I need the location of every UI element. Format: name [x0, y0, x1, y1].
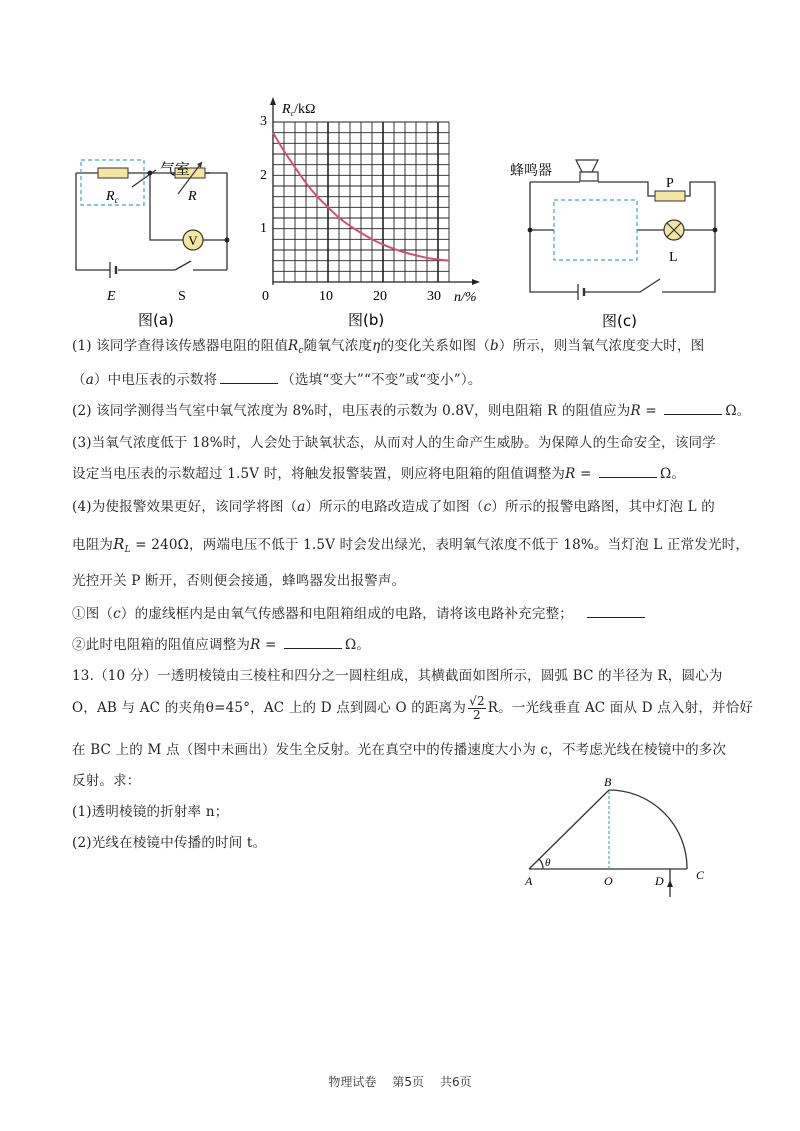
q12-part1-line1: (1) 该同学查得该传感器电阻的阻值$R_c$随氧气浓度η的变化关系如图（b）所示，则当氧气浓度变大时，图: [72, 338, 705, 356]
answer-blank-4[interactable]: [587, 604, 645, 618]
light-ray-arrow-icon: [667, 880, 673, 887]
light-switch-p: [655, 191, 685, 201]
lamp-label: L: [669, 250, 678, 265]
p-label: P: [666, 176, 674, 191]
y-axis-label: $R_c/k\Omega$: [282, 102, 316, 118]
origin-tick: 0: [262, 289, 269, 304]
figure-c-circuit: [510, 150, 730, 335]
q12-part3-line2: 设定当电压表的示数超过 1.5V 时，将触发报警装置，则应将电阻箱的阻值调整为R = Ω。: [72, 466, 686, 482]
q12-part4-line3: 光控开关 P 断开，否则便会接通，蜂鸣器发出报警声。: [72, 573, 406, 589]
q13-line2: O，AB 与 AC 的夹角θ=45°，AC 上的 D 点到圆心 O 的距离为 $\frac{√2}{2}$ R。一光线垂直 AC 面从 D 点入射，并恰好: [72, 694, 754, 722]
y-tick-2: 2: [260, 168, 267, 183]
q12-part1-line2: （a）中电压表的示数将 （选填“变大”“不变”或“变小”）。: [72, 372, 482, 388]
fraction-sqrt2-over-2: $\frac{√2}{2}$: [469, 694, 485, 722]
voltmeter-label: V: [188, 233, 198, 248]
q12-part4-sub1: ①图（c）的虚线框内是由氧气传感器和电阻箱组成的电路，请将该电路补充完整；: [72, 602, 648, 622]
emf-label: E: [107, 289, 116, 304]
dashed-blank-box: [554, 200, 637, 260]
q13-line4: 反射。求：: [72, 773, 141, 789]
theta-label: θ: [545, 857, 551, 869]
q12-part2: (2) 该同学测得当气室中氧气浓度为 8%时，电压表的示数为 0.8V，则电阻箱 R 的阻值应为R = Ω。: [72, 403, 751, 419]
q12-part3-line1: (3)当氧气浓度低于 18%时，人会处于缺氧状态，从而对人的生命产生威胁。为保障人的生命安全，该同学: [72, 435, 716, 451]
answer-blank-2[interactable]: [664, 401, 722, 415]
buzzer-icon: [576, 160, 598, 181]
figure-b-caption: 图(b): [348, 311, 385, 329]
figure-a-circuit: [60, 140, 250, 335]
q13-sub2: (2)光线在棱镜中传播的时间 t。: [72, 835, 267, 851]
y-tick-1: 1: [260, 221, 267, 236]
x-axis-label: n/%: [454, 290, 477, 305]
figure-c-caption: 图(c): [602, 312, 637, 330]
q12-part4-line1: (4)为使报警效果更好，该同学将图（a）所示的电路改造成了如图（c）所示的报警电路图，其中灯泡 L 的: [72, 499, 716, 515]
switch-label: S: [178, 289, 186, 304]
q12-part4-sub2: ②此时电阻箱的阻值应调整为R = Ω。: [72, 637, 371, 653]
sensor-resistor-rc: [98, 168, 128, 178]
footer-subject: 物理试卷: [328, 1075, 377, 1089]
point-c-label: C: [696, 868, 705, 882]
figure-a-caption: 图(a): [138, 311, 174, 329]
rc-label: $R_c$: [106, 189, 119, 205]
q13-line1: 13.（10 分）一透明棱镜由三棱柱和四分之一圆柱组成，其横截面如图所示，圆弧 BC 的半径为 R，圆心为: [72, 668, 723, 684]
footer-page: 第5页: [392, 1075, 424, 1089]
q13-sub1: (1)透明棱镜的折射率 n；: [72, 804, 229, 820]
answer-blank-5[interactable]: [284, 635, 342, 649]
r-label: R: [188, 189, 197, 204]
point-d-label: D: [655, 874, 664, 888]
point-o-label: O: [604, 874, 613, 888]
chamber-label: 气室: [160, 160, 191, 178]
x-tick-30: 30: [427, 289, 441, 304]
footer-total: 共6页: [440, 1075, 472, 1089]
y-tick-3: 3: [260, 114, 267, 129]
figure-b-graph: [250, 95, 500, 335]
lamp-icon: [664, 220, 684, 240]
x-tick-10: 10: [319, 289, 333, 304]
buzzer-label: 蜂鸣器: [510, 163, 552, 179]
x-tick-20: 20: [373, 289, 387, 304]
prism-figure: [515, 775, 725, 915]
answer-blank-3[interactable]: [599, 464, 657, 478]
point-b-label: B: [604, 775, 612, 789]
answer-blank-1[interactable]: [220, 370, 278, 384]
point-a-label: A: [525, 874, 533, 888]
q13-line3: 在 BC 上的 M 点（图中未画出）发生全反射。光在真空中的传播速度大小为 c，不考虑光线在棱镜中的多次: [72, 742, 727, 758]
page-footer: [0, 1073, 800, 1090]
q12-part4-line2: 电阻为$R_L = 240\Omega$，两端电压不低于 1.5V 时会发出绿光，表明氧气浓度不低于 18%。当灯泡 L 正常发光时，: [72, 535, 750, 555]
